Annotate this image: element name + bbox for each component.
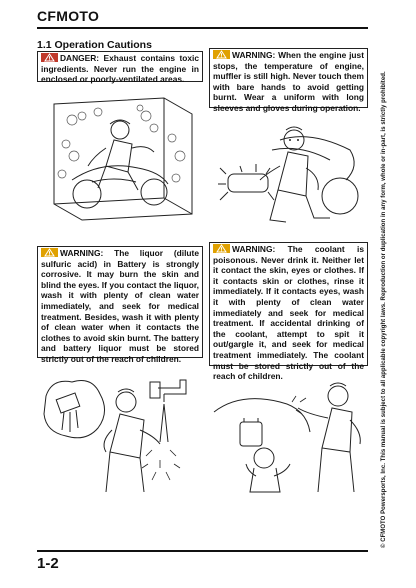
warning-battery-text: The liquor (dilute sulfuric acid) in Battery is strongly corrosive. It may burn the skin and blind the eyes. If you contact the liquor, wash it with plenty of clean water immediately, and seek for medical treatment. Besides, wash it with plenty of clean water when it contacts the clothes to avoid skin burnt. The battery and battery liquor must be stored strictly out of the reach of children. [41,248,199,364]
warning-coolant-text: The coolant is poisonous. Never drink it. Neither let it contact the skin, eyes or clothes. If it contacts skin or clothes, rinse it immediately. If it contacts eyes, wash it with plenty of clean water immediately and seek for medical treatment. If accidental drinking of the coolant, attempt to spit it out/gargle it, and seek for medical treatment immediately. The coolant must be stored strictly out of the reach of children. [213,244,364,382]
warning-label: WARNING: [232,50,276,60]
warning-label: WARNING: [60,248,104,258]
danger-exhaust-box [37,51,203,85]
footer-rule [37,550,368,552]
warning-triangle-icon [41,248,58,257]
danger-exhaust-text: Exhaust contains toxic ingredients. Never run the engine in enclosed or poorly-ventilated areas. [41,53,199,85]
hot-engine-illustration [210,110,368,230]
section-title: 1.1 Operation Cautions [37,39,152,51]
header-rule [37,27,368,29]
warning-hot-engine-box [209,48,368,113]
brand-logo-text: CFMOTO [37,8,100,24]
warning-coolant-box [209,242,368,382]
warning-hot-engine-text: When the engine just stops, the temperature of engine, muffler is still high. Never touch them with bare hands to avoid getting burnt. Wear a uniform with long sleeves and gloves during operation. [213,50,364,113]
warning-battery-box [37,246,203,364]
warning-triangle-icon [213,244,230,253]
page-number: 1-2 [37,555,59,572]
coolant-child-illustration [210,372,368,500]
danger-warning-icon [41,53,58,62]
warning-triangle-icon [213,50,230,59]
danger-label: DANGER: [60,53,100,63]
battery-acid-illustration [40,372,204,500]
copyright-side-note: © CFMOTO Powersports, Inc. This manual is subject to all applicable copyright laws. Reproduction or duplication in any form, whole or in-part, is strictly prohibited. [381,71,387,548]
warning-label: WARNING: [232,244,276,254]
exhaust-enclosed-illustration [42,86,202,226]
